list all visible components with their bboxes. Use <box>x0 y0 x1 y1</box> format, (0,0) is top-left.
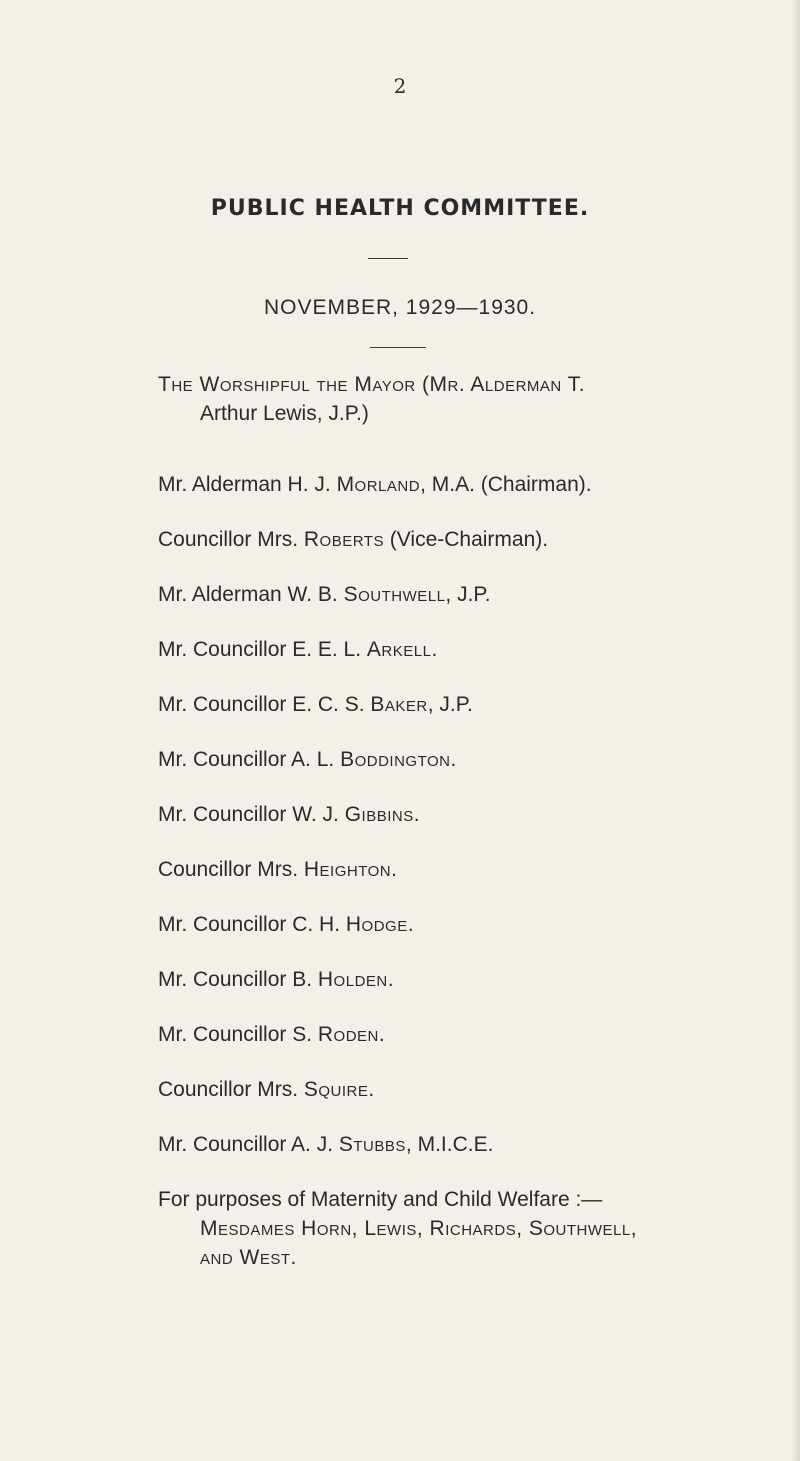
member-entry <box>158 690 473 719</box>
member-surname: Boddington <box>340 748 451 771</box>
member-entry <box>158 965 394 994</box>
member-surname: Southwell <box>343 583 446 606</box>
member-surname: Roberts <box>303 528 384 551</box>
member-suffix: . <box>407 913 414 936</box>
member-suffix: (Vice-Chairman). <box>383 528 549 551</box>
member-entry <box>158 635 437 664</box>
member-prefix: Councillor Mrs. <box>158 1078 304 1101</box>
member-surname: Roden <box>317 1023 379 1046</box>
member-suffix: . <box>368 1078 375 1101</box>
member-text-continued: Arthur Lewis, J.P.) <box>200 402 369 425</box>
member-prefix: Mr. Councillor B. <box>158 968 318 991</box>
member-entry <box>158 745 456 774</box>
member-prefix: Mr. Councillor E. C. S. <box>158 693 371 716</box>
member-entry <box>158 525 548 554</box>
member-suffix: . <box>413 803 420 826</box>
page-number: 2 <box>393 74 407 98</box>
member-suffix: . <box>431 638 438 661</box>
maternity-members-end: and West. <box>200 1246 297 1269</box>
member-surname: Arkell <box>366 638 432 661</box>
session-date: NOVEMBER, 1929—1930. <box>263 296 537 319</box>
member-text: The Worshipful the Mayor (Mr. Alderman T. <box>158 373 586 396</box>
member-prefix: Mr. Councillor C. H. <box>158 913 346 936</box>
maternity-note <box>158 1185 800 1272</box>
member-suffix: , M.A. (Chairman). <box>420 473 592 496</box>
member-prefix: Mr. Councillor S. <box>158 1023 318 1046</box>
member-suffix: . <box>378 1023 385 1046</box>
member-surname: Squire <box>303 1078 369 1101</box>
member-entry <box>158 1075 374 1104</box>
member-surname: Baker <box>370 693 428 716</box>
member-surname: Stubbs <box>338 1133 406 1156</box>
member-prefix: Mr. Alderman H. J. <box>158 473 337 496</box>
member-suffix: . <box>391 858 397 881</box>
member-surname: Hodge <box>345 913 408 936</box>
member-entry <box>158 800 420 829</box>
member-suffix: . <box>387 968 394 991</box>
member-surname: Gibbins <box>344 803 414 826</box>
member-suffix: , M.I.C.E. <box>405 1133 494 1156</box>
member-prefix: Mr. Councillor A. L. <box>158 748 341 771</box>
member-entry <box>158 1130 493 1159</box>
member-suffix: . <box>450 748 457 771</box>
member-entry <box>158 910 414 939</box>
page-title: PUBLIC HEALTH COMMITTEE. <box>210 196 590 221</box>
page-edge-shadow <box>790 0 800 1461</box>
member-entry <box>158 470 592 499</box>
maternity-intro: For purposes of Maternity and Child Welfare :— <box>158 1188 603 1211</box>
member-suffix: , J.P. <box>445 583 491 606</box>
member-prefix: Councillor Mrs. <box>158 858 304 881</box>
member-entry <box>158 1020 385 1049</box>
maternity-members: Mesdames Horn, Lewis, Richards, Southwell, <box>200 1217 638 1240</box>
member-prefix: Mr. Councillor W. J. <box>158 803 345 826</box>
member-surname: Heighton <box>303 858 392 881</box>
divider <box>368 258 408 259</box>
member-entry <box>158 580 491 609</box>
divider <box>370 347 426 348</box>
member-prefix: Councillor Mrs. <box>158 528 304 551</box>
member-surname: Morland <box>336 473 421 496</box>
member-suffix: , J.P. <box>427 693 473 716</box>
member-prefix: Mr. Alderman W. B. <box>158 583 344 606</box>
member-entry <box>158 855 397 884</box>
member-prefix: Mr. Councillor A. J. <box>158 1133 339 1156</box>
member-surname: Holden <box>317 968 388 991</box>
member-prefix: Mr. Councillor E. E. L. <box>158 638 367 661</box>
member-mayor <box>158 370 800 428</box>
